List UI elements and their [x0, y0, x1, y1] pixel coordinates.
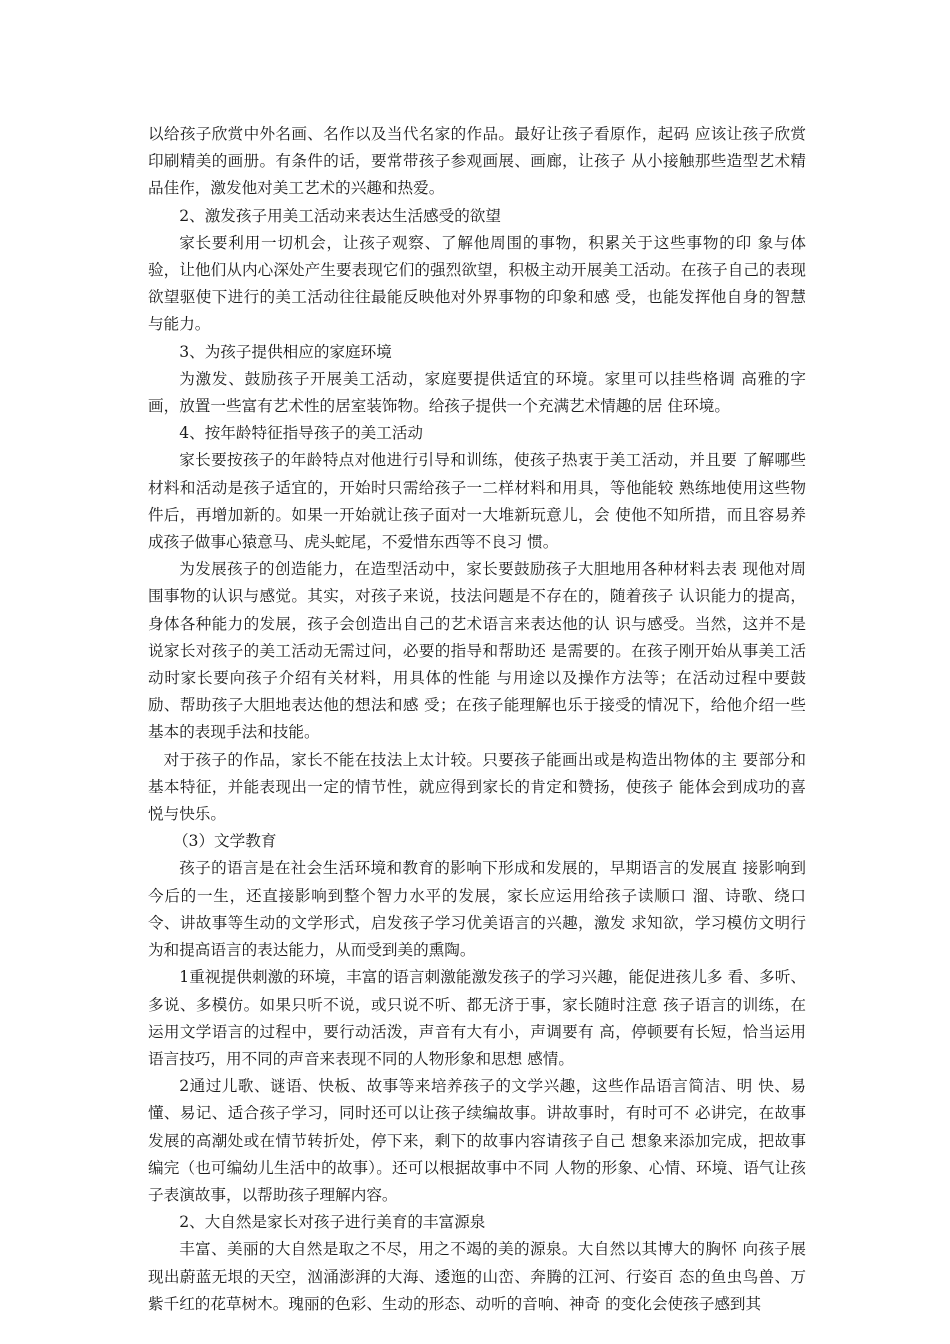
paragraph: 孩子的语言是在社会生活环境和教育的影响下形成和发展的，早期语言的发展直 接影响到今后的一生，还直接影响到整个智力水平的发展，家长应运用给孩子读顺口 溜、诗歌、绕口令、讲故事等生动的文学形式，启发孩子学习优美语言的兴趣，激发 求知欲，学习模仿文明行为和提高语言的表达能力，从而受到美的熏陶。 [148, 859, 806, 960]
document-body [148, 121, 806, 1318]
paragraph: 为激发、鼓励孩子开展美工活动，家庭要提供适宜的环境。家里可以挂些格调 高雅的字画，放置一些富有艺术性的居室装饰物。给孩子提供一个充满艺术情趣的居 住环境。 [148, 369, 806, 416]
section-heading: 2、激发孩子用美工活动来表达生活感受的欲望 [179, 206, 501, 225]
paragraph: 为发展孩子的创造能力，在造型活动中，家长要鼓励孩子大胆地用各种材料去表 现他对周围事物的认识与感觉。其实，对孩子来说，技法问题是不存在的，随着孩子 认识能力的提高，身体各种能力的发展，孩子会创造出自己的艺术语言来表达他的认 识与感受。当然，这并不是说家长对孩子的美工活动无需过问，必要的指导和帮助还 是需要的。在孩子刚开始从事美工活动时家长要向孩子介绍有关材料，用具体的性能 与用途以及操作方法等；在活动过程中要鼓励、帮助孩子大胆地表达他的想法和感 受；在孩子能理解也乐于接受的情况下，给他介绍一些基本的表现手法和技能。 [148, 560, 806, 742]
section-heading: 4、按年龄特征指导孩子的美工活动 [179, 424, 424, 443]
paragraph: 1重视提供刺激的环境，丰富的语言刺激能激发孩子的学习兴趣，能促进孩儿多 看、多听、多说、多模仿。如果只听不说，或只说不听、都无济于事，家长随时注意 孩子语言的训练，在运用文学语言的过程中，要行动活泼，声音有大有小，声调要有 高，停顿要有长短，恰当运用语言技巧，用不同的声音来表现不同的人物形象和思想 感情。 [148, 968, 806, 1068]
paragraph: 对于孩子的作品，家长不能在技法上太计较。只要孩子能画出或是构造出物体的主 要部分和基本特征，并能表现出一定的情节性，就应得到家长的肯定和赞扬，使孩子 能体会到成功的喜悦与快乐。 [148, 750, 806, 824]
paragraph: 丰富、美丽的大自然是取之不尽，用之不竭的美的源泉。大自然以其博大的胸怀 向孩子展现出蔚蓝无垠的天空，汹涌澎湃的大海、逶迤的山峦、奔腾的江河、行姿百 态的鱼虫鸟兽、万紫千红的花草树木。瑰丽的色彩、生动的形态、动听的音响、神奇 的变化会使孩子感到其 [148, 1240, 806, 1313]
section-heading: 2、大自然是家长对孩子进行美育的丰富源泉 [179, 1213, 486, 1232]
paragraph: 家长要利用一切机会，让孩子观察、了解他周围的事物，积累关于这些事物的印 象与体验，让他们从内心深处产生要表现它们的强烈欲望，积极主动开展美工活动。在孩子自己的表现欲望驱使下进行的美工活动往往最能反映他对外界事物的印象和感 受，也能发挥他自身的智慧与能力。 [148, 233, 806, 334]
subsection-heading: （3）文学教育 [172, 832, 277, 851]
paragraph: 2通过儿歌、谜语、快板、故事等来培养孩子的文学兴趣，这些作品语言简洁、明 快、易懂、易记、适合孩子学习，同时还可以让孩子续编故事。讲故事时，有时可不 必讲完，在故事发展的高潮处或在情节转折处，停下来，剩下的故事内容请孩子自己 想象来添加完成，把故事编完（也可编幼儿生活中的故事）。还可以根据故事中不同 人物的形象、心情、环境、语气让孩子表演故事，以帮助孩子理解内容。 [148, 1077, 806, 1204]
section-heading: 3、为孩子提供相应的家庭环境 [179, 342, 392, 361]
paragraph: 家长要按孩子的年龄特点对他进行引导和训练，使孩子热衷于美工活动，并且要 了解哪些材料和活动是孩子适宜的，开始时只需给孩子一二样材料和用具，等他能较 熟练地使用这些物件后，再增加新的。如果一开始就让孩子面对一大堆新玩意儿，会 使他不知所措，而且容易养成孩子做事心猿意马、虎头蛇尾，不爱惜东西等不良习 惯。 [148, 451, 806, 552]
paragraph: 以给孩子欣赏中外名画、名作以及当代名家的作品。最好让孩子看原作，起码 应该让孩子欣赏印刷精美的画册。有条件的话，要常带孩子参观画展、画廊，让孩子 从小接触那些造型艺术精品佳作，激发他对美工艺术的兴趣和热爱。 [148, 125, 806, 198]
